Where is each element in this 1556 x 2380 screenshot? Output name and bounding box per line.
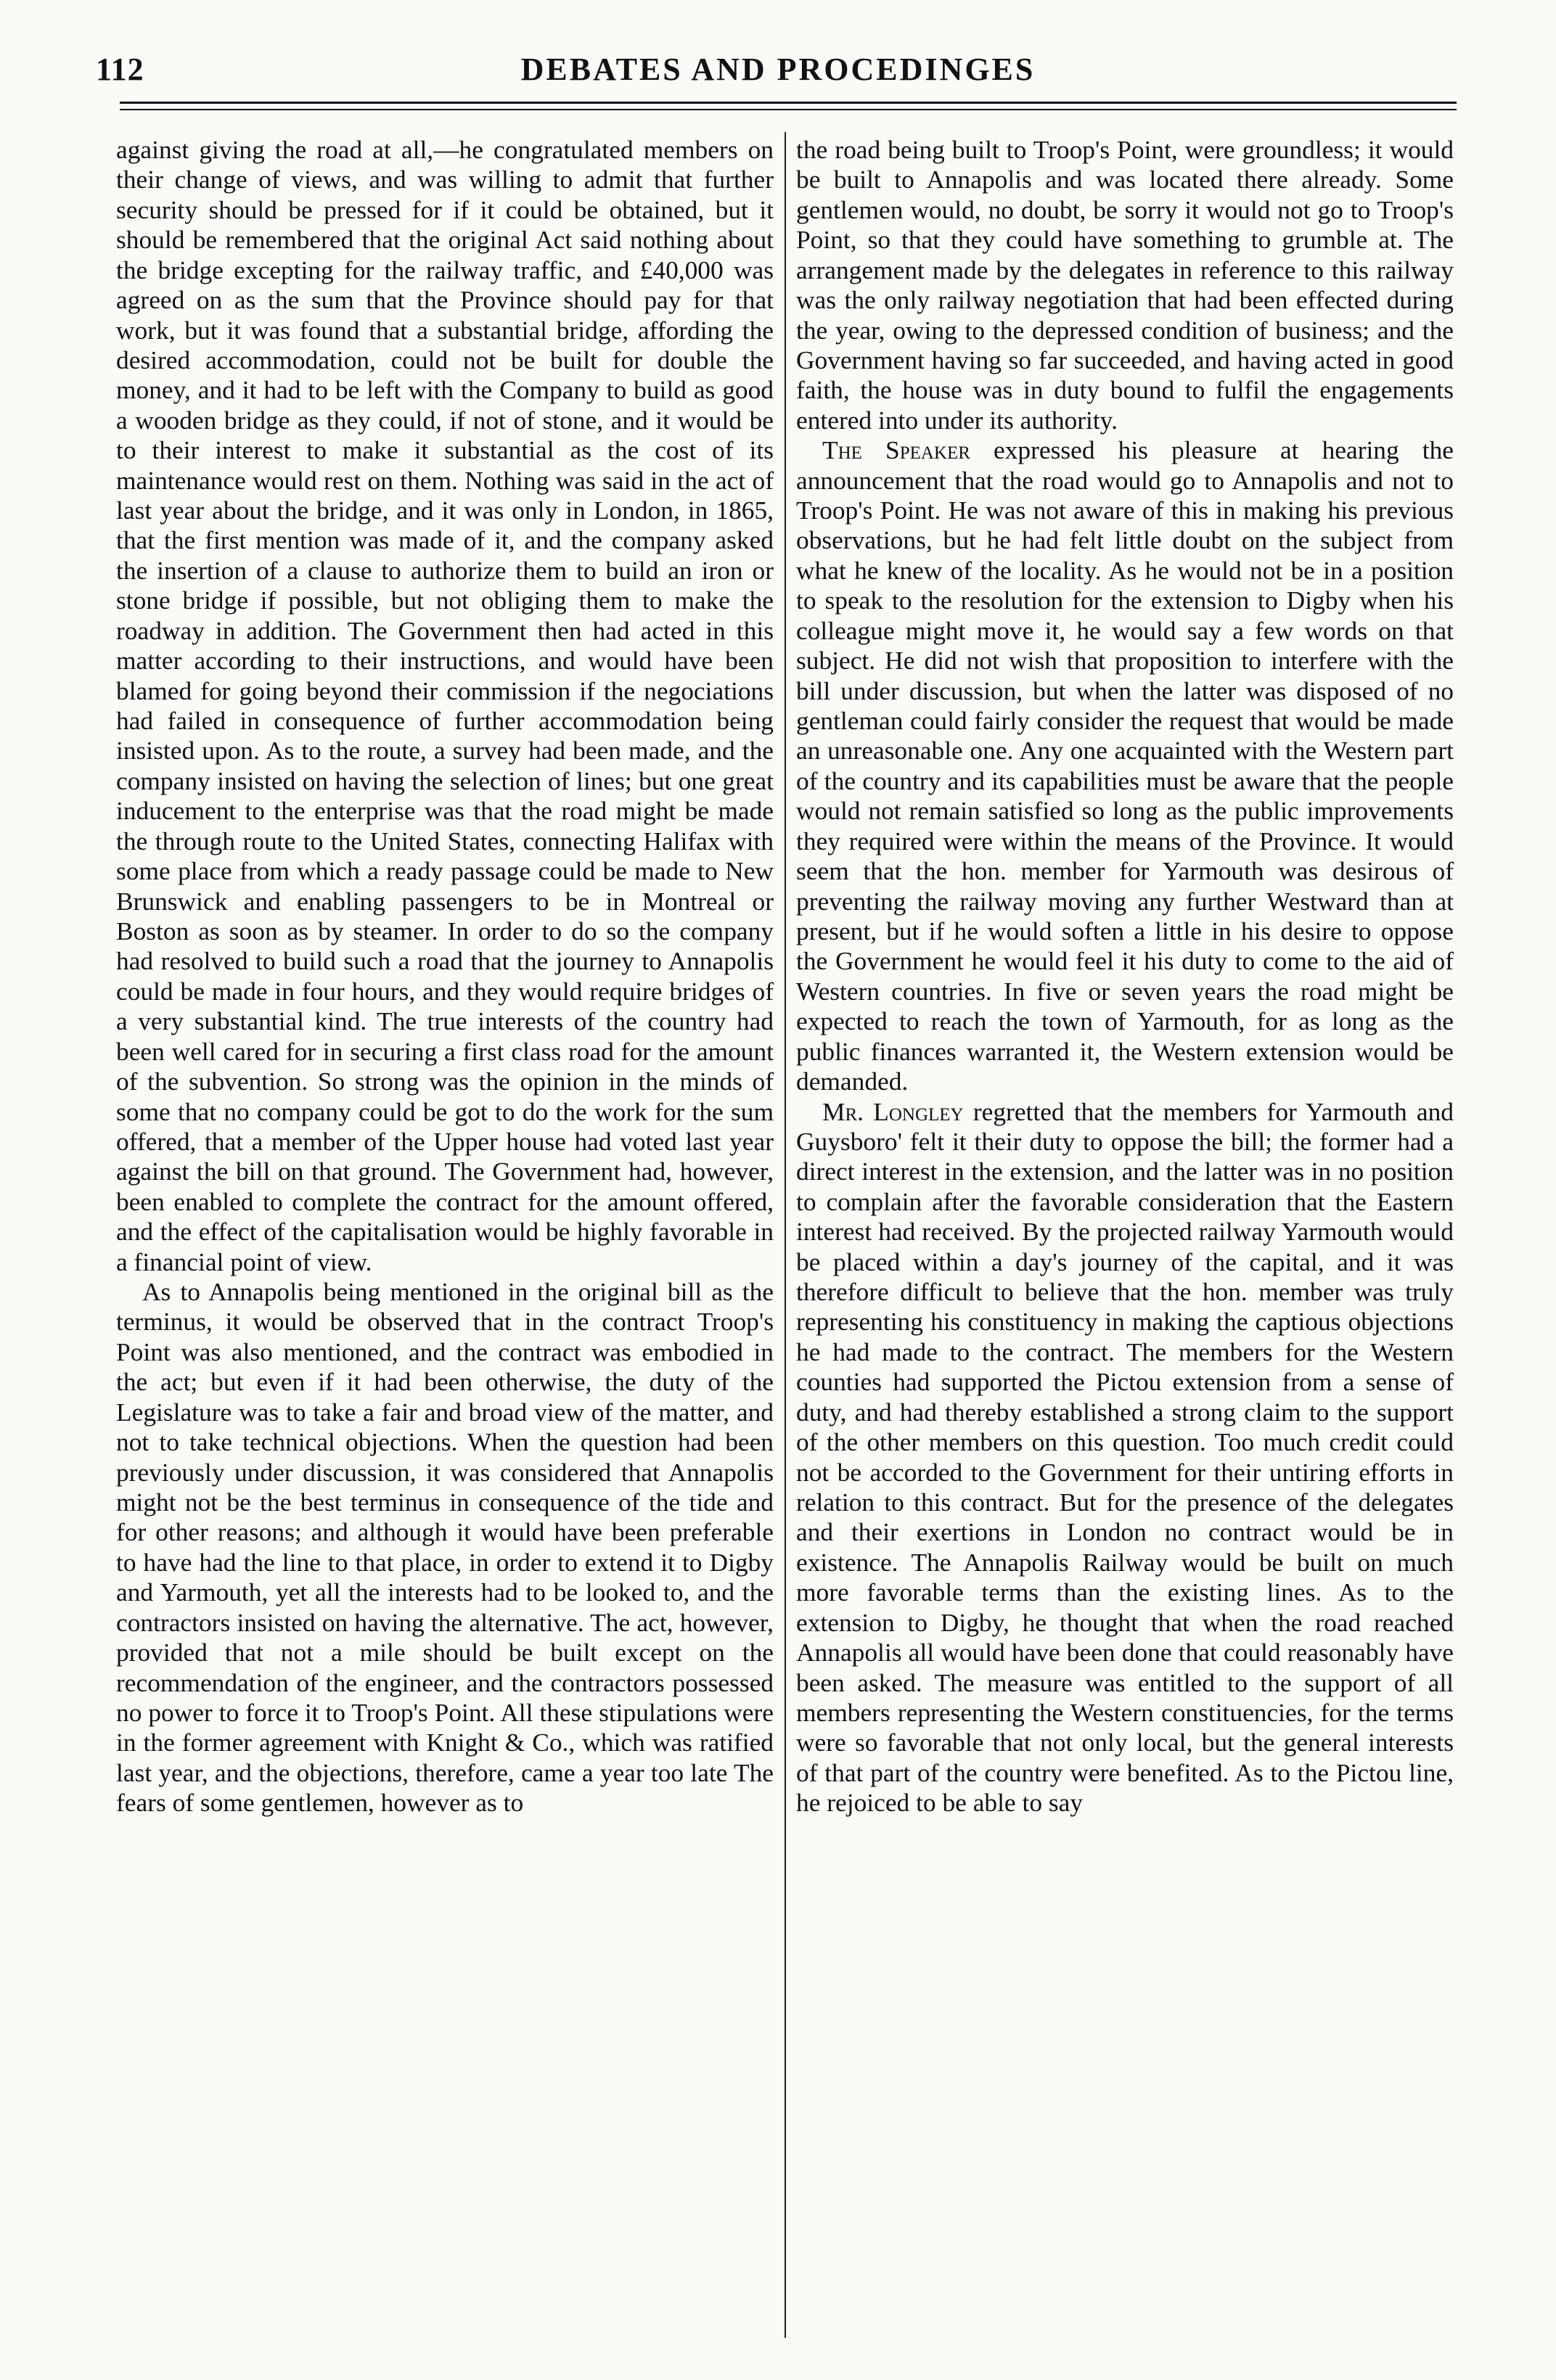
right-paragraph-3-text: regretted that the members for Yarmouth and Guysboro' felt it their duty to oppose the bill; the former had a direct interest in the extension, and the latter was in no position to complain after the favorable consideration that the Eastern interest had received. By the projected railway Yarmouth would be placed within a day's journey of the capital, and it was therefore difficult to believe that the hon. member was truly representing his constituency in making the captious objections he had made to the contract. The members for the Western counties had supported the Pictou extension from a sense of duty, and had thereby established a strong claim to the support of the other members on this question. Too much credit could not be accorded to the Government for their untiring efforts in relation to this contract. But for the presence of the delegates and their exertions in London no contract would be in existence. The Annapolis Railway would be built on much more favorable terms than the existing lines. As to the extension to Digby, he thought that when the road reached Annapolis all would have been done that could reasonably have been asked. The measure was entitled to the support of all members representing the Western constituencies, for the terms were so favorable that not only local, but the general interests of that part of the country were benefited. As to the Pictou line, he rejoiced to be able to say [796, 1096, 1454, 1818]
right-paragraph-2 [796, 435, 1454, 1096]
running-title: DEBATES AND PROCEDINGES [520, 52, 1036, 87]
speaker-name: The Speaker [822, 435, 970, 465]
header-rule-bottom [120, 109, 1457, 110]
column-divider [785, 132, 786, 2338]
speaker-name-longley: Mr. Longley [822, 1096, 964, 1126]
page-number: 112 [96, 52, 144, 87]
right-column [796, 135, 1454, 2341]
right-paragraph-2-text: expressed his pleasure at hearing the announcement that the road would go to Annapolis and not to Troop's Point. He was not aware of this in making his previous observations, but he had felt little doubt on the subject from what he knew of the locality. As he would not be in a position to speak to the resolution for the extension to Digby when his colleague might move it, he would say a few words on that subject. He did not wish that proposition to interfere with the bill under discussion, but when the latter was disposed of no gentleman could fairly consider the request that would be made an unreasonable one. Any one acquainted with the Western part of the country and its capabilities must be aware that the people would not remain satisfied so long as the public improvements they required were within the means of the Province. It would seem that the hon. member for Yarmouth was desirous of preventing the railway moving any further Westward than at present, but if he would soften a little in his desire to oppose the Government he would feel it his duty to come to the aid of Western countries. In five or seven years the road might be expected to reach the town of Yarmouth, for as long as the public finances warranted it, the Western extension would be demanded. [796, 435, 1454, 1096]
page-header [0, 0, 1556, 109]
left-paragraph-1: against giving the road at all,—he congratulated members on their change of views, and was willing to admit that further security should be pressed for if it could be obtained, but it should be remembered that the original Act said nothing about the bridge excepting for the railway traffic, and £40,000 was agreed on as the sum that the Province should pay for that work, but it was found that a substantial bridge, affording the desired accommodation, could not be built for double the money, and it had to be left with the Company to build as good a wooden bridge as they could, if not of stone, and it would be to their interest to make it substantial as the cost of its maintenance would rest on them. Nothing was said in the act of last year about the bridge, and it was only in London, in 1865, that the first mention was made of it, and the company asked the insertion of a clause to authorize them to build an iron or stone bridge if possible, but not obliging them to make the roadway in addition. The Government then had acted in this matter according to their instructions, and would have been blamed for going beyond their commission if the negociations had failed in consequence of further accommodation being insisted upon. As to the route, a survey had been made, and the company insisted on having the selection of lines; but one great inducement to the enterprise was that the road might be made the through route to the United States, connecting Halifax with some place from which a ready passage could be made to New Brunswick and enabling passengers to be in Montreal or Boston as soon as by steamer. In order to do so the company had resolved to build such a road that the journey to Annapolis could be made in four hours, and they would require bridges of a very substantial kind. The true interests of the country had been well cared for in securing a first class road for the amount of the subvention. So strong was the opinion in the minds of some that no company could be got to do the work for the sum offered, that a member of the Upper house had voted last year against the bill on that ground. The Government had, however, been enabled to complete the contract for the amount offered, and the effect of the capitalisation would be highly favorable in a financial point of view. [116, 135, 774, 1276]
header-rule-top [120, 102, 1457, 104]
left-paragraph-2: As to Annapolis being mentioned in the original bill as the terminus, it would be observed that in the contract Troop's Point was also mentioned, and the contract was embodied in the act; but even if it had been otherwise, the duty of the Legislature was to take a fair and broad view of the matter, and not to take technical objections. When the question had been previously under discussion, it was considered that Annapolis might not be the best terminus in consequence of the tide and for other reasons; and although it would have been preferable to have had the line to that place, in order to extend it to Digby and Yarmouth, yet all the interests had to be looked to, and the contractors insisted on having the alternative. The act, however, provided that not a mile should be built except on the recommendation of the engineer, and the contractors possessed no power to force it to Troop's Point. All these stipulations were in the former agreement with Knight & Co., which was ratified last year, and the objections, therefore, came a year too late The fears of some gentlemen, however as to [116, 1277, 774, 1818]
right-paragraph-3 [796, 1097, 1454, 1818]
right-paragraph-1: the road being built to Troop's Point, were groundless; it would be built to Annapolis and was located there already. Some gentlemen would, no doubt, be sorry it would not go to Troop's Point, so that they could have something to grumble at. The arrangement made by the delegates in reference to this railway was the only railway negotiation that had been effected during the year, owing to the depressed condition of business; and the Government having so far succeeded, and having acted in good faith, the house was in duty bound to fulfil the engagements entered into under its authority. [796, 135, 1454, 435]
left-column [116, 135, 774, 2341]
